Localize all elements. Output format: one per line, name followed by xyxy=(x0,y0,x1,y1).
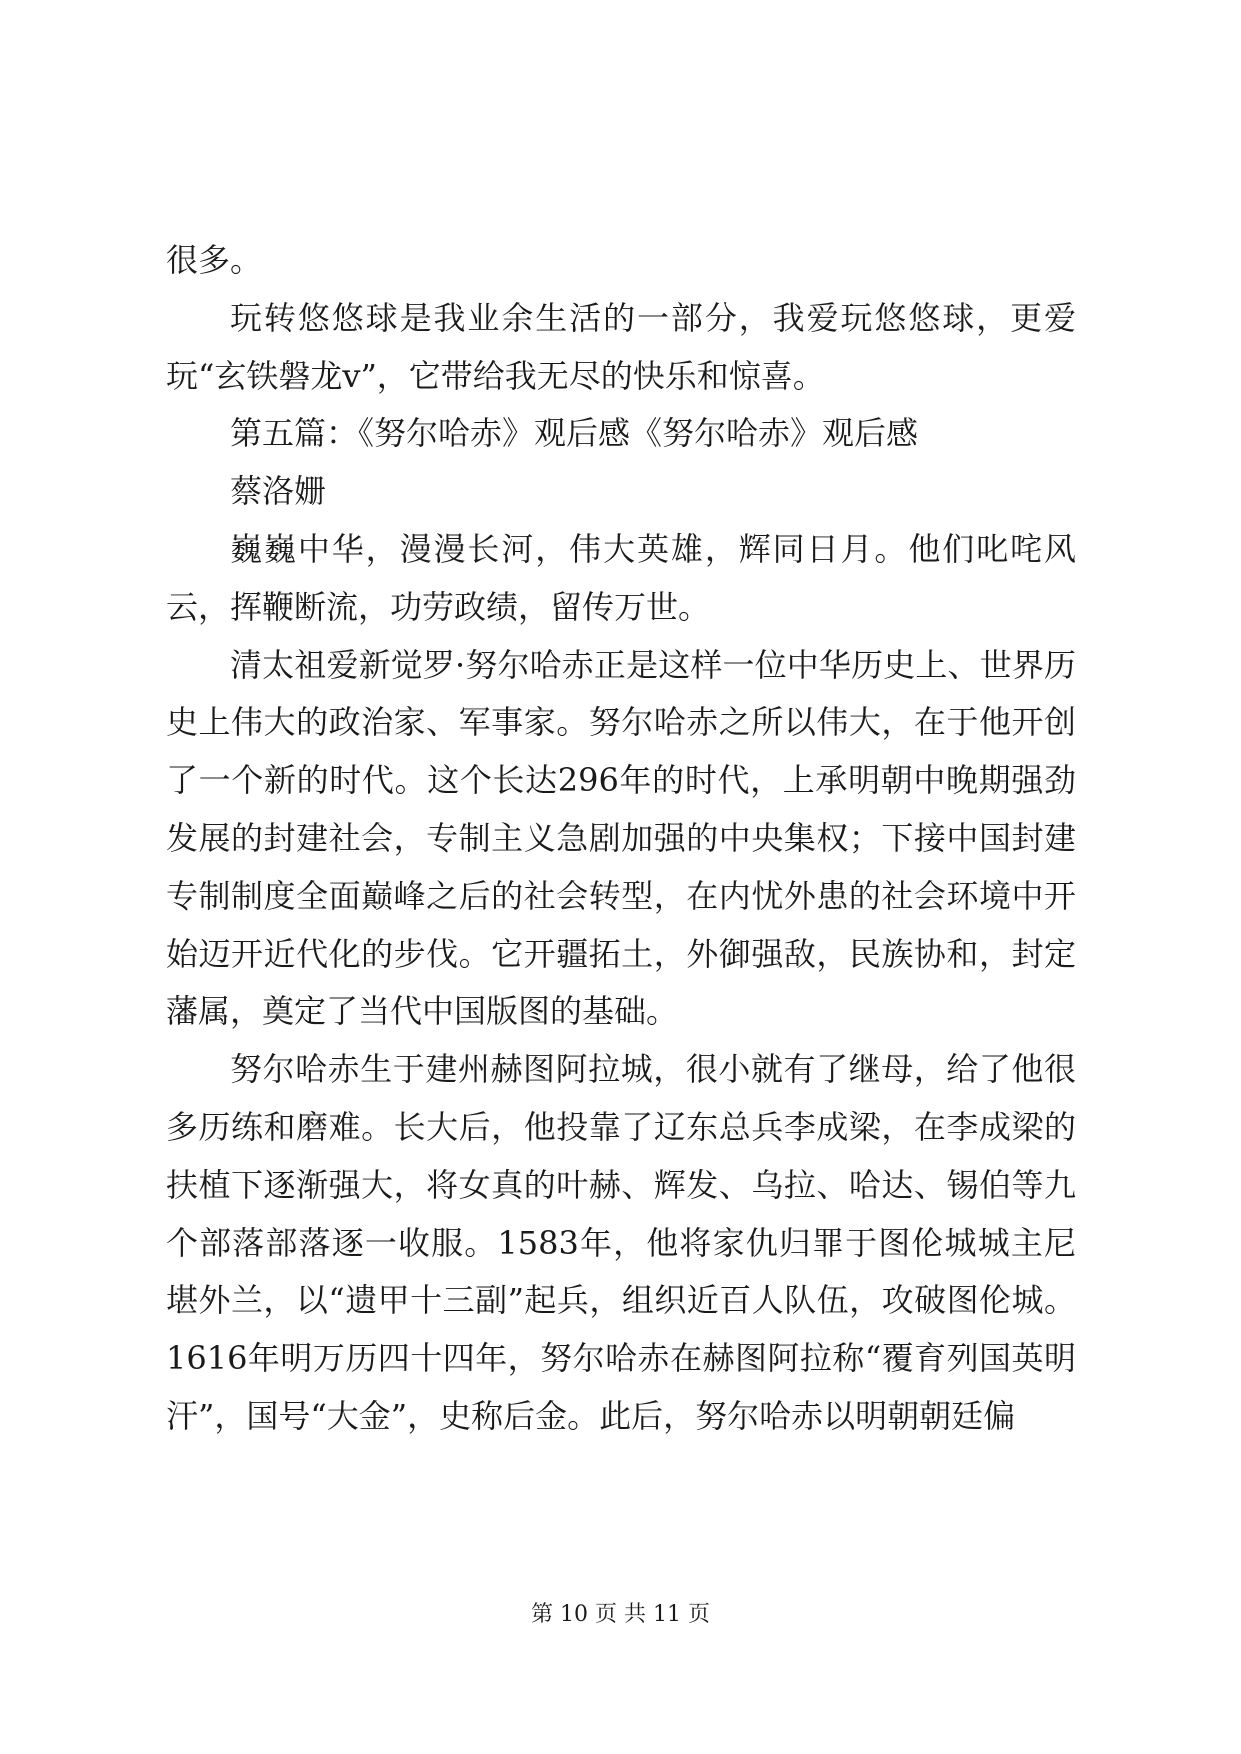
page-footer xyxy=(0,1600,1241,1630)
document-body xyxy=(166,232,1076,1446)
author-name: 蔡洛姗 xyxy=(230,472,327,511)
paragraph: 清太祖爱新觉罗·努尔哈赤正是这样一位中华历史上、世界历史上伟大的政治家、军事家。努尔哈赤之所以伟大，在于他开创了一个新的时代。这个长达296年的时代，上承明朝中晚期强劲发展的封建社会，专制主义急剧加强的中央集权；下接中国封建专制制度全面巅峰之后的社会转型，在内忧外患的社会环境中开始迈开近代化的步伐。它开疆拓土，外御强敌，民族协和，封定藩属，奠定了当代中国版图的基础。 xyxy=(166,645,1076,1031)
paragraph: 很多。 xyxy=(166,241,263,279)
paragraph: 巍巍中华，漫漫长河，伟大英雄，辉同日月。他们叱咤风云，挥鞭断流，功劳政绩，留传万世。 xyxy=(166,529,1076,626)
paragraph: 努尔哈赤生于建州赫图阿拉城，很小就有了继母，给了他很多历练和磨难。长大后，他投靠了辽东总兵李成梁，在李成梁的扶植下逐渐强大，将女真的叶赫、辉发、乌拉、哈达、锡伯等九个部落部落逐一收服。1583年，他将家仇归罪于图伦城城主尼堪外兰，以“遗甲十三副”起兵，组织近百人队伍，攻破图伦城。1616年明万历四十四年，努尔哈赤在赫图阿拉称“覆育列国英明汗”，国号“大金”，史称后金。此后，努尔哈赤以明朝朝廷偏 xyxy=(166,1050,1076,1435)
section-heading: 第五篇：《努尔哈赤》观后感《努尔哈赤》观后感 xyxy=(230,414,919,453)
page-number: 第 10 页 共 11 页 xyxy=(531,1602,710,1627)
paragraph: 玩转悠悠球是我业余生活的一部分，我爱玩悠悠球，更爱玩“玄铁磐龙v”，它带给我无尽的快乐和惊喜。 xyxy=(166,298,1076,395)
